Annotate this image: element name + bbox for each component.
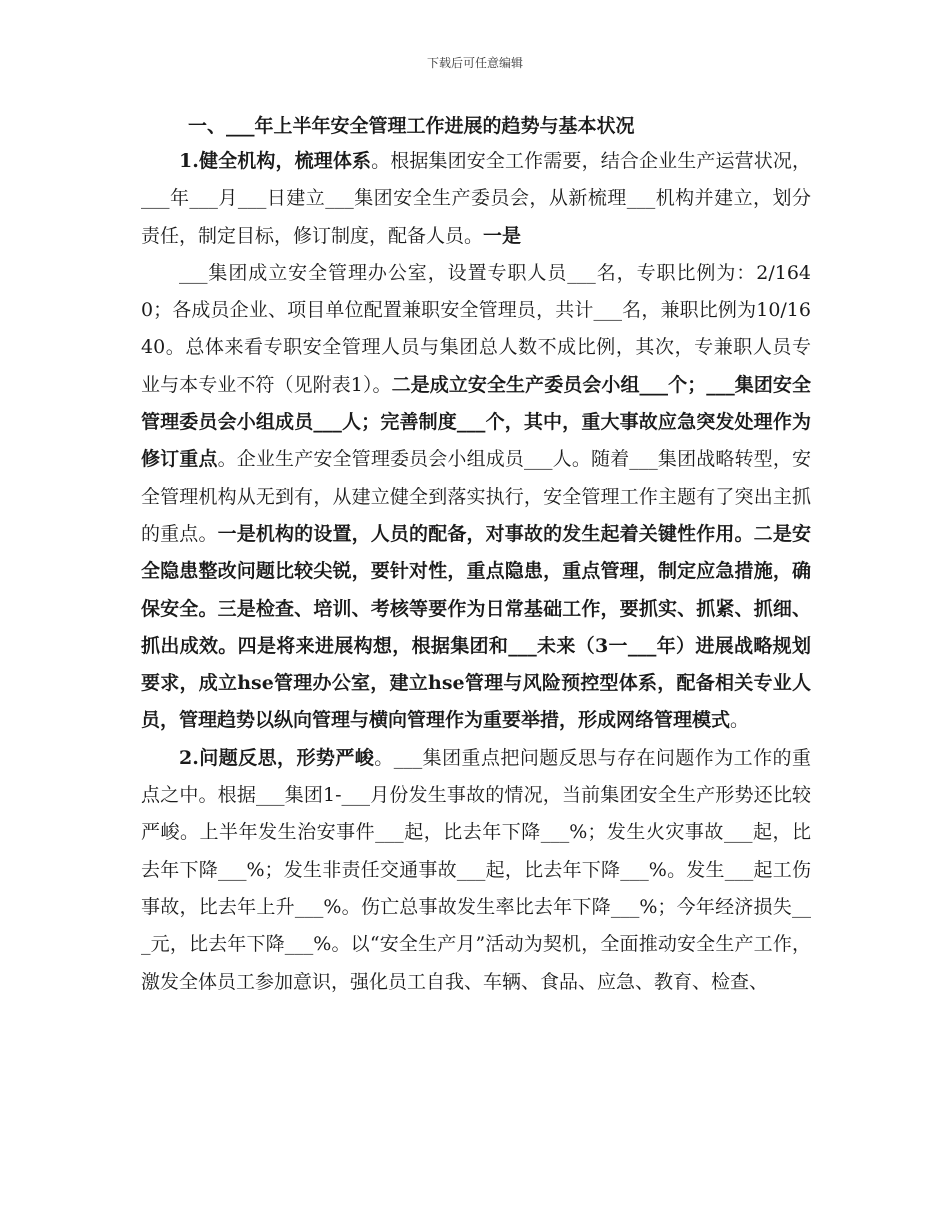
section-1-bold-1: 一是	[483, 224, 522, 247]
section-1-bold-2: 二是成立安全生产委员会小组___个；___集团安全管理委员会小组成员___人；完善制度___个，其中，重大事故应急突发处理作为修订重点	[141, 373, 811, 471]
section-1-end: 。	[730, 709, 750, 732]
section-2-text: 。___集团重点把问题反思与存在问题作为工作的重点之中。根据___集团1-___月份发生事故的情况，当前集团安全生产形势还比较严峻。上半年发生治安事件___起，比去年下降___%；发生火灾事故___起，比去年下降___%；发生非责任交通事故___起，比去年下降___%。发生___起工伤事故，比去年上升___%。伤亡总事故发生率比去年下降___%；今年经济损失___元，比去年下降___%。以“安全生产月”活动为契机，全面推动安全生产工作，激发全体员工参加意识，强化员工自我、车辆、食品、应急、教育、检查、	[141, 746, 811, 993]
paragraph-1	[141, 143, 811, 255]
paragraph-2	[141, 255, 811, 740]
section-heading: 一、___年上半年安全管理工作进展的趋势与基本状况	[188, 115, 635, 137]
section-1-title: 1.健全机构，梳理体系	[179, 150, 372, 172]
section-1-bold-3: 一是机构的设置，人员的配备，对事故的发生起着关键性作用。二是安全隐患整改问题比较尖锐，要针对性，重点隐患，重点管理，制定应急措施，确保安全。三是检查、培训、考核等要作为日常基础工作，要抓实、抓紧、抓细、抓出成效。四是将来进展构想，根据集团和___未来（3一___年）进展战略规划要求，成立hse管理办公室，建立hse管理与风险预控型体系，配备相关专业人员，管理趋势以纵向管理与横向管理作为重要举措，形成网络管理模式	[141, 522, 811, 732]
paragraph-3	[141, 740, 811, 1001]
section-1-text-1: 。根据集团安全工作需要，结合企业生产运营状况，___年___月___日建立___集团安全生产委员会，从新梳理___机构并建立，划分责任，制定目标，修订制度，配备人员。	[141, 150, 811, 247]
page-header: 下载后可任意编辑	[426, 56, 523, 70]
section-1-text-2: ___集团成立安全管理办公室，设置专职人员___名，专职比例为：2/1640；各成员企业、项目单位配置兼职安全管理员，共计___名，兼职比例为10/1640。总体来看专职安全管理人员与集团总人数不成比例，其次，专兼职人员专业与本专业不符（见附表1）。	[141, 261, 811, 396]
document-body	[141, 143, 811, 1001]
section-2-title: 2.问题反思，形势严峻	[179, 746, 375, 769]
section-1-text-3: 。企业生产安全管理委员会小组成员___人。随着___集团战略转型，安全管理机构从无到有，从建立健全到落实执行，安全管理工作主题有了突出主抓的重点。	[141, 448, 811, 545]
